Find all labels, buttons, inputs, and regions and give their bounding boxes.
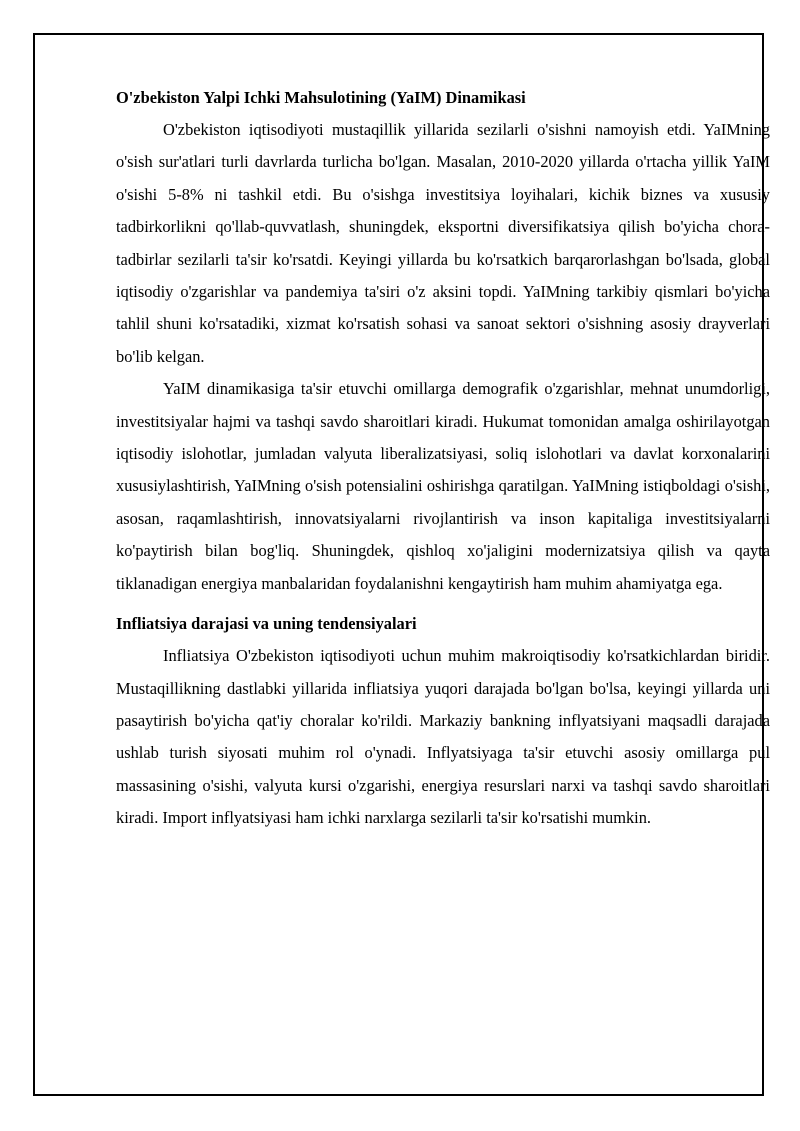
document-body <box>116 82 770 835</box>
paragraph: Infliatsiya O'zbekiston iqtisodiyoti uchun muhim makroiqtisodiy ko'rsatkichlardan biridir. Mustaqillikning dastlabki yillarida infliatsiya yuqori darajada bo'lgan bo'lsa, keyingi yillarda uni pasaytirish bo'yicha qat'iy choralar ko'rildi. Markaziy bankning inflyatsiyani maqsadli darajada ushlab turish siyosati muhim rol o'ynadi. Inflyatsiyaga ta'sir etuvchi asosiy omillarga pul massasining o'sishi, valyuta kursi o'zgarishi, energiya resurslari narxi va tashqi savdo sharoitlari kiradi. Import inflyatsiyasi ham ichki narxlarga sezilarli ta'sir ko'rsatishi mumkin. <box>116 646 770 828</box>
section-heading-gdp: O'zbekiston Yalpi Ichki Mahsulotining (YaIM) Dinamikasi <box>116 88 526 107</box>
paragraph: YaIM dinamikasiga ta'sir etuvchi omillarga demografik o'zgarishlar, mehnat unumdorligi, investitsiyalar hajmi va tashqi savdo sharoitlari kiradi. Hukumat tomonidan amalga oshirilayotgan iqtisodiy islohotlar, jumladan valyuta liberalizatsiyasi, soliq islohotlari va davlat korxonalarini xususiylashtirish, YaIMning o'sish potensialini oshirishga qaratilgan. YaIMning istiqboldagi o'sishi, asosan, raqamlashtirish, innovatsiyalarni rivojlantirish va inson kapitaliga investitsiyalarni ko'paytirish bilan bog'liq. Shuningdek, qishloq xo'jaligini modernizatsiya qilish va qayta tiklanadigan energiya manbalaridan foydalanishni kengaytirish ham muhim ahamiyatga ega. <box>116 379 770 593</box>
paragraph: O'zbekiston iqtisodiyoti mustaqillik yillarida sezilarli o'sishni namoyish etdi. YaIMning o'sish sur'atlari turli davrlarda turlicha bo'lgan. Masalan, 2010-2020 yillarda o'rtacha yillik YaIM o'sishi 5-8% ni tashkil etdi. Bu o'sishga investitsiya loyihalari, kichik biznes va xususiy tadbirkorlikni qo'llab-quvvatlash, shuningdek, eksportni diversifikatsiya qilish bo'yicha chora-tadbirlar sezilarli ta'sir ko'rsatdi. Keyingi yillarda bu ko'rsatkich barqarorlashgan bo'lsada, global iqtisodiy o'zgarishlar va pandemiya ta'siri o'z aksini topdi. YaIMning tarkibiy qismlari bo'yicha tahlil shuni ko'rsatadiki, xizmat ko'rsatish sohasi va sanoat sektori o'sishning asosiy drayverlari bo'lib kelgan. <box>116 120 770 366</box>
section-heading-inflation: Infliatsiya darajasi va uning tendensiyalari <box>116 614 417 634</box>
